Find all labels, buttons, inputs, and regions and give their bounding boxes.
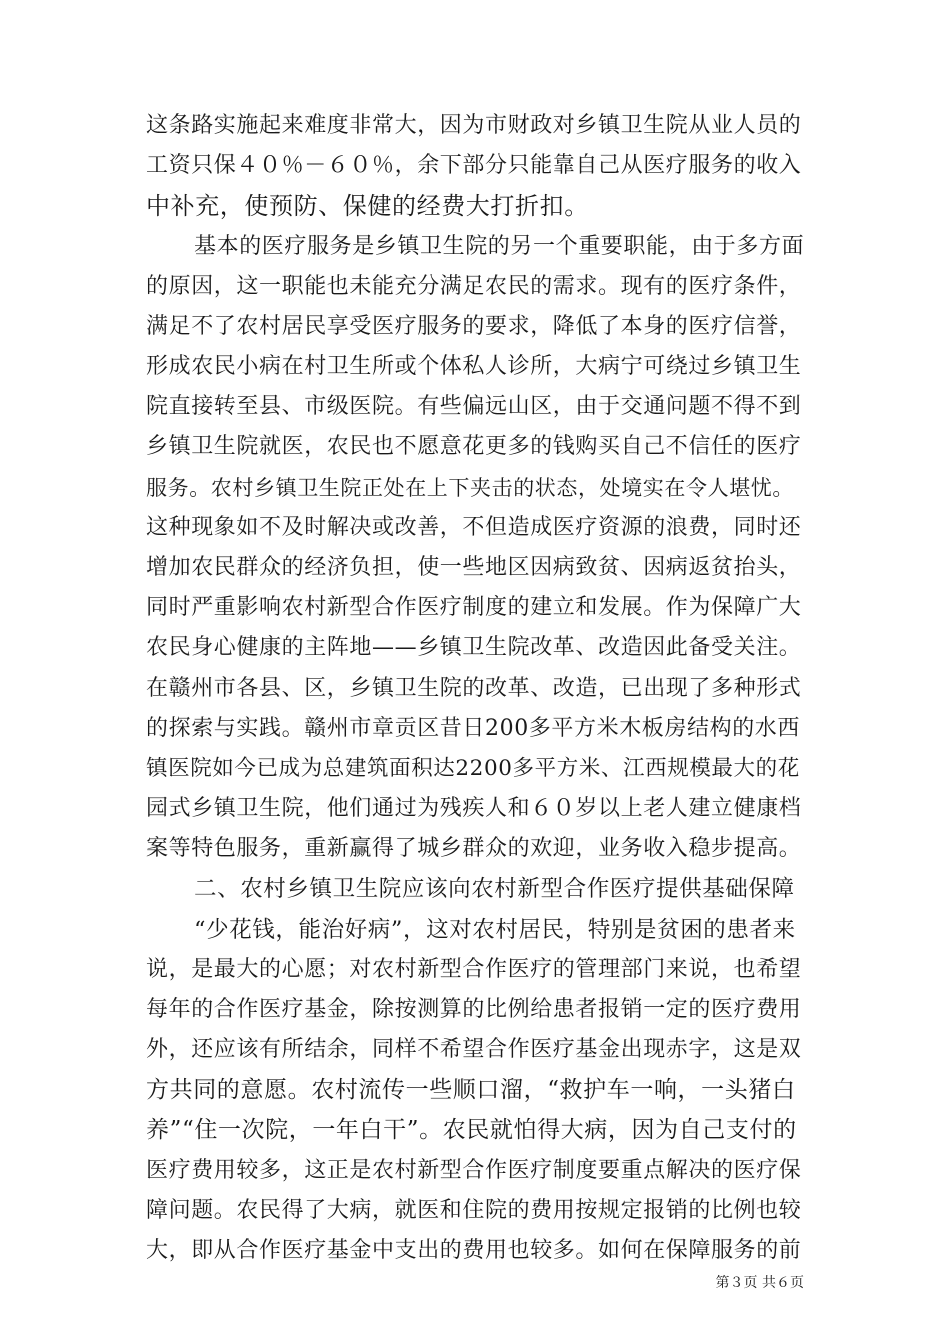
text-line: 案等特色服务，重新赢得了城乡群众的欢迎，业务收入稳步提高。 [146,836,802,861]
text-line: 增加农民群众的经济负担，使一些地区因病致贫、因病返贫抬头， [146,555,802,580]
text-line: 每年的合作医疗基金，除按测算的比例给患者报销一定的医疗费用 [146,997,802,1022]
text-line: 形成农民小病在村卫生所或个体私人诊所，大病宁可绕过乡镇卫生 [146,354,802,379]
text-line: 方共同的意愿。农村流传一些顺口溜，“救护车一响，一头猪白 [146,1077,796,1103]
section-heading: 二、农村乡镇卫生院应该向农村新型合作医疗提供基础保障 [194,876,795,902]
text-line: 满足不了农村居民享受医疗服务的要求，降低了本身的医疗信誉， [146,314,802,339]
page-number-footer: 第３页 共６页 [715,1275,804,1291]
text-line: 院直接转至县、市级医院。有些偏远山区，由于交通问题不得不到 [146,394,802,419]
text-line: 工资只保４０％－６０％，余下部分只能靠自己从医疗服务的收入 [146,153,802,178]
text-line: 中补充，使预防、保健的经费大打折扣。 [146,192,589,220]
text-line: 这种现象如不及时解决或改善，不但造成医疗资源的浪费，同时还 [146,515,802,540]
text-line: 在赣州市各县、区，乡镇卫生院的改革、改造，已出现了多种形式 [146,676,802,701]
text-line: 障问题。农民得了大病，就医和住院的费用按规定报销的比例也较 [146,1198,802,1223]
text-line: 服务。农村乡镇卫生院正处在上下夹击的状态，处境实在令人堪忧。 [146,476,794,500]
text-line: 外，还应该有所结余，同样不希望合作医疗基金出现赤字，这是双 [146,1037,802,1062]
text-line: 的原因，这一职能也未能充分满足农民的需求。现有的医疗条件， [146,274,802,299]
text-line: 园式乡镇卫生院，他们通过为残疾人和６０岁以上老人建立健康档 [146,796,802,821]
text-line: 农民身心健康的主阵地——乡镇卫生院改革、改造因此备受关注。 [146,635,802,660]
text-line: 镇医院如今已成为总建筑面积达2200多平方米、江西规模最大的花 [146,756,800,781]
text-line: 养”“住一次院，一年白干”。农民就怕得大病，因为自己支付的 [146,1117,797,1143]
paragraph-start-line: “少花钱，能治好病”，这对农村居民，特别是贫困的患者来 [194,917,796,943]
text-line: 乡镇卫生院就医，农民也不愿意花更多的钱购买自己不信任的医疗 [146,434,802,459]
paragraph-start-line: 基本的医疗服务是乡镇卫生院的另一个重要职能，由于多方面 [194,234,805,259]
text-line: 这条路实施起来难度非常大，因为市财政对乡镇卫生院从业人员的 [146,113,802,138]
text-line: 同时严重影响农村新型合作医疗制度的建立和发展。作为保障广大 [146,595,802,620]
text-line: 医疗费用较多，这正是农村新型合作医疗制度要重点解决的医疗保 [146,1158,802,1183]
text-line: 大，即从合作医疗基金中支出的费用也较多。如何在保障服务的前 [146,1238,802,1263]
text-line: 的探索与实践。赣州市章贡区昔日200多平方米木板房结构的水西 [146,716,800,741]
text-line: 说，是最大的心愿；对农村新型合作医疗的管理部门来说，也希望 [146,957,802,982]
